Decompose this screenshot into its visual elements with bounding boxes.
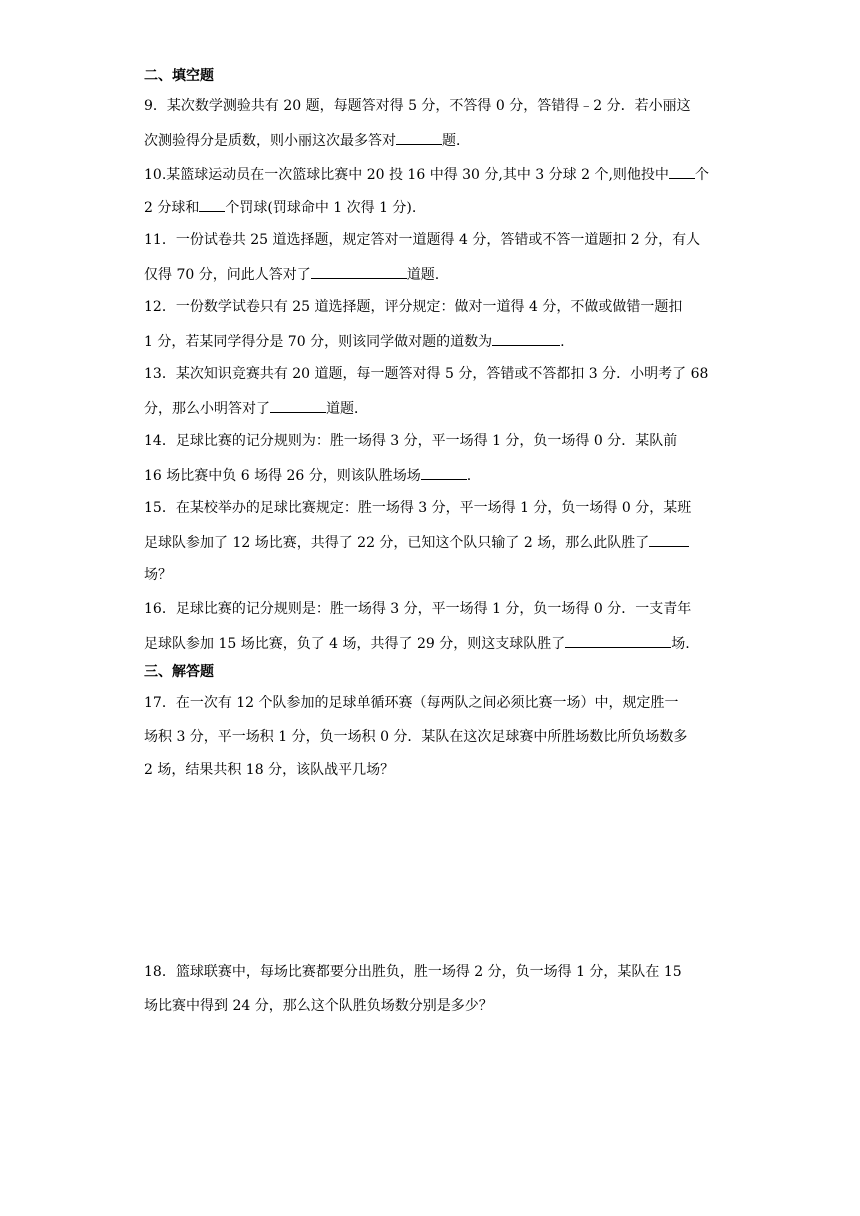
- answer-blank[interactable]: [270, 397, 326, 413]
- question-16-line-2: 足球队参加 15 场比赛，负了 4 场，共得了 29 分，则这支球队胜了 场.: [144, 632, 724, 654]
- answer-blank[interactable]: [492, 330, 560, 346]
- question-13-line-1: 13．某次知识竞赛共有 20 道题，每一题答对得 5 分，答错或不答都扣 3 分．小明考了 68: [144, 366, 709, 382]
- question-11-line-1: 11．一份试卷共 25 道选择题，规定答对一道题得 4 分，答错或不答一道题扣 2 分，有人: [144, 232, 701, 248]
- question-17-line-2: 场积 3 分，平一场积 1 分，负一场积 0 分．某队在这次足球赛中所胜场数比所负场数多: [144, 729, 688, 745]
- question-17-line-3: 2 场，结果共积 18 分，该队战平几场？: [144, 762, 395, 778]
- question-13-line-2: 分，那么小明答对了 道题．: [144, 397, 724, 419]
- question-14-line-2: 16 场比赛中负 6 场得 26 分，则该队胜场场 .: [144, 464, 724, 486]
- question-9-line-2: 次测验得分是质数，则小丽这次最多答对 题．: [144, 129, 724, 151]
- question-12-line-2: 1 分，若某同学得分是 70 分，则该同学做对题的道数为 .: [144, 330, 724, 352]
- question-16-line-1: 16．足球比赛的记分规则是：胜一场得 3 分，平一场得 1 分，负一场得 0 分．一支青年: [144, 601, 692, 617]
- question-15-line-1: 15．在某校举办的足球比赛规定：胜一场得 3 分，平一场得 1 分，负一场得 0 分，某班: [144, 500, 692, 516]
- question-18-line-2: 场比赛中得到 24 分，那么这个队胜负场数分别是多少？: [144, 998, 493, 1014]
- question-14-line-1: 14．足球比赛的记分规则为：胜一场得 3 分，平一场得 1 分，负一场得 0 分．某队前: [144, 433, 678, 449]
- answer-blank[interactable]: [396, 129, 442, 145]
- answer-blank[interactable]: [199, 196, 225, 212]
- question-9-line-1: 9．某次数学测验共有 20 题，每题答对得 5 分，不答得 0 分，答错得﹣2 分．若小丽这: [144, 98, 691, 114]
- question-17-line-1: 17．在一次有 12 个队参加的足球单循环赛（每两队之间必须比赛一场）中，规定胜一: [144, 695, 679, 711]
- question-10-line-1: 10.某篮球运动员在一次篮球比赛中 20 投 16 中得 30 分,其中 3 分球 2 个,则他投中 个: [144, 163, 724, 185]
- answer-blank[interactable]: [565, 632, 671, 648]
- question-15-line-3: 场？: [144, 567, 172, 583]
- question-12-line-1: 12．一份数学试卷只有 25 道选择题，评分规定：做对一道得 4 分，不做或做错一题扣: [144, 299, 683, 315]
- section-title-fill-in: 二、填空题: [144, 68, 214, 84]
- question-10-line-2: 2 分球和 个罚球(罚球命中 1 次得 1 分).: [144, 196, 724, 218]
- answer-blank[interactable]: [421, 464, 467, 480]
- question-11-line-2: 仅得 70 分，问此人答对了 道题.: [144, 263, 724, 285]
- answer-blank[interactable]: [669, 163, 695, 179]
- question-15-line-2: 足球队参加了 12 场比赛，共得了 22 分，已知这个队只输了 2 场，那么此队胜了: [144, 531, 724, 553]
- question-18-line-1: 18．篮球联赛中，每场比赛都要分出胜负，胜一场得 2 分，负一场得 1 分，某队在 15: [144, 964, 682, 980]
- answer-blank[interactable]: [311, 263, 407, 279]
- answer-blank[interactable]: [649, 531, 689, 547]
- section-title-answer-questions: 三、解答题: [144, 664, 214, 680]
